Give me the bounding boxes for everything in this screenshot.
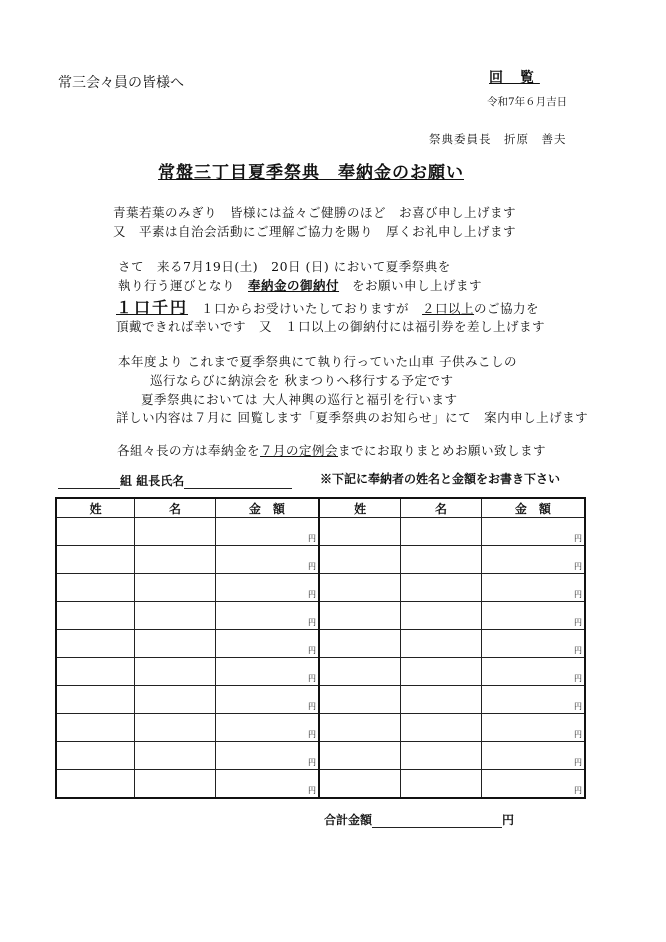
- table-row: [56, 546, 585, 574]
- p4-b: ７月の定例会: [260, 443, 339, 458]
- table-row: [56, 630, 585, 658]
- p2-line4: 頂戴できれば幸いです 又 １口以上の御納付には福引券を差し上げます: [116, 319, 546, 334]
- amount-cell[interactable]: 円: [215, 630, 319, 658]
- p2-line3-c: ２口以上: [422, 301, 475, 316]
- table-row: [56, 658, 585, 686]
- surname-cell[interactable]: [319, 546, 401, 574]
- total-row: [324, 811, 514, 828]
- col-amount-right: 金 額: [481, 498, 585, 518]
- total-label: 合計金額: [324, 813, 373, 827]
- surname-cell[interactable]: [319, 658, 401, 686]
- given-name-cell[interactable]: [401, 602, 482, 630]
- document-title: 常盤三丁目夏季祭典 奉納金のお願い: [158, 163, 464, 183]
- table-row: [56, 574, 585, 602]
- surname-cell[interactable]: [319, 742, 401, 770]
- given-name-cell[interactable]: [135, 602, 216, 630]
- total-yen: 円: [502, 813, 515, 827]
- given-name-cell[interactable]: [401, 742, 482, 770]
- amount-cell[interactable]: 円: [481, 574, 585, 602]
- given-name-cell[interactable]: [135, 658, 216, 686]
- given-name-cell[interactable]: [135, 546, 216, 574]
- col-given-right: 名: [401, 498, 482, 518]
- surname-cell[interactable]: [56, 630, 135, 658]
- amount-cell[interactable]: 円: [481, 742, 585, 770]
- amount-cell[interactable]: 円: [481, 546, 585, 574]
- given-name-cell[interactable]: [401, 630, 482, 658]
- leader-name-blank[interactable]: [184, 476, 292, 489]
- p3-line4: 詳しい内容は７月に 回覧します「夏季祭典のお知らせ」にて 案内申し上げます: [116, 410, 589, 425]
- amount-cell[interactable]: 円: [215, 770, 319, 799]
- surname-cell[interactable]: [56, 658, 135, 686]
- given-name-cell[interactable]: [135, 574, 216, 602]
- amount-cell[interactable]: 円: [215, 602, 319, 630]
- amount-cell[interactable]: 円: [481, 714, 585, 742]
- given-name-cell[interactable]: [401, 658, 482, 686]
- table-row: [56, 602, 585, 630]
- surname-cell[interactable]: [56, 518, 135, 546]
- table-row: [56, 518, 585, 546]
- given-name-cell[interactable]: [401, 714, 482, 742]
- p2-line2-b: 奉納金の御納付: [248, 278, 340, 293]
- surname-cell[interactable]: [319, 770, 401, 799]
- surname-cell[interactable]: [56, 742, 135, 770]
- table-row: [56, 686, 585, 714]
- amount-cell[interactable]: 円: [481, 658, 585, 686]
- p4-line: [117, 441, 546, 459]
- amount-cell[interactable]: 円: [215, 546, 319, 574]
- given-name-cell[interactable]: [401, 574, 482, 602]
- surname-cell[interactable]: [56, 714, 135, 742]
- surname-cell[interactable]: [56, 686, 135, 714]
- amount-cell[interactable]: 円: [481, 518, 585, 546]
- amount-cell[interactable]: 円: [481, 630, 585, 658]
- surname-cell[interactable]: [319, 574, 401, 602]
- p2-line2-a: 執り行う運びとなり: [118, 278, 249, 293]
- surname-cell[interactable]: [56, 574, 135, 602]
- given-name-cell[interactable]: [135, 742, 216, 770]
- date: 令和7年６月吉日: [487, 96, 568, 108]
- p3-line2: 巡行ならびに納涼会を 秋まつりへ移行する予定です: [150, 373, 454, 388]
- p2-line2: [118, 276, 482, 294]
- total-amount-blank[interactable]: [372, 815, 502, 828]
- p4-c: までにお取りまとめお願い致します: [338, 443, 547, 458]
- leader-label: 組長氏名: [136, 474, 185, 488]
- table-row: [56, 742, 585, 770]
- col-surname-right: 姓: [319, 498, 401, 518]
- p2-line1: さて 来る7月19日(土) 20日 (日) において夏季祭典を: [118, 259, 451, 274]
- col-surname-left: 姓: [56, 498, 135, 518]
- amount-cell[interactable]: 円: [215, 518, 319, 546]
- group-label: 組: [120, 474, 133, 488]
- p2-line3-b: １口からお受けいたしておりますが: [188, 301, 423, 316]
- donor-table: [55, 497, 586, 799]
- given-name-cell[interactable]: [135, 518, 216, 546]
- surname-cell[interactable]: [319, 630, 401, 658]
- table-header-row: [56, 498, 585, 518]
- amount-cell[interactable]: 円: [215, 742, 319, 770]
- sender: 祭典委員長 折原 善夫: [429, 132, 567, 146]
- col-given-left: 名: [135, 498, 216, 518]
- p3-line3: 夏季祭典においては 大人神輿の巡行と福引を行います: [141, 392, 458, 407]
- surname-cell[interactable]: [319, 714, 401, 742]
- given-name-cell[interactable]: [401, 686, 482, 714]
- given-name-cell[interactable]: [401, 518, 482, 546]
- surname-cell[interactable]: [319, 686, 401, 714]
- amount-cell[interactable]: 円: [481, 602, 585, 630]
- p2-line3: [116, 295, 539, 318]
- amount-cell[interactable]: 円: [215, 686, 319, 714]
- amount-cell[interactable]: 円: [481, 686, 585, 714]
- given-name-cell[interactable]: [401, 770, 482, 799]
- given-name-cell[interactable]: [135, 630, 216, 658]
- p2-line2-c: をお願い申し上げます: [339, 278, 483, 293]
- given-name-cell[interactable]: [135, 770, 216, 799]
- surname-cell[interactable]: [56, 770, 135, 799]
- amount-cell[interactable]: 円: [215, 714, 319, 742]
- group-number-blank[interactable]: [58, 476, 120, 489]
- p1-line2: 又 平素は自治会活動にご理解ご協力を賜り 厚くお礼申し上げます: [113, 224, 517, 239]
- circulation-label: 回 覧: [489, 70, 540, 86]
- p2-line3-d: のご協力を: [474, 301, 540, 316]
- table-row: [56, 714, 585, 742]
- table-row: [56, 770, 585, 799]
- form-instruction: ※下記に奉納者の姓名と金額をお書き下さい: [320, 472, 561, 486]
- amount-cell[interactable]: 円: [481, 770, 585, 799]
- p4-a: 各組々長の方は奉納金を: [117, 443, 261, 458]
- addressee: 常三会々員の皆様へ: [58, 75, 184, 91]
- p1-line1: 青葉若葉のみぎり 皆様には益々ご健勝のほど お喜び申し上げます: [113, 205, 517, 220]
- col-amount-left: 金 額: [215, 498, 319, 518]
- amount-cell[interactable]: 円: [215, 574, 319, 602]
- surname-cell[interactable]: [319, 518, 401, 546]
- unit-price: １口千円: [116, 298, 189, 317]
- surname-cell[interactable]: [319, 602, 401, 630]
- group-leader-row: [58, 472, 292, 489]
- amount-cell[interactable]: 円: [215, 658, 319, 686]
- surname-cell[interactable]: [56, 602, 135, 630]
- surname-cell[interactable]: [56, 546, 135, 574]
- given-name-cell[interactable]: [135, 686, 216, 714]
- p3-line1: 本年度より これまで夏季祭典にて執り行っていた山車 子供みこしの: [118, 354, 517, 369]
- given-name-cell[interactable]: [401, 546, 482, 574]
- given-name-cell[interactable]: [135, 714, 216, 742]
